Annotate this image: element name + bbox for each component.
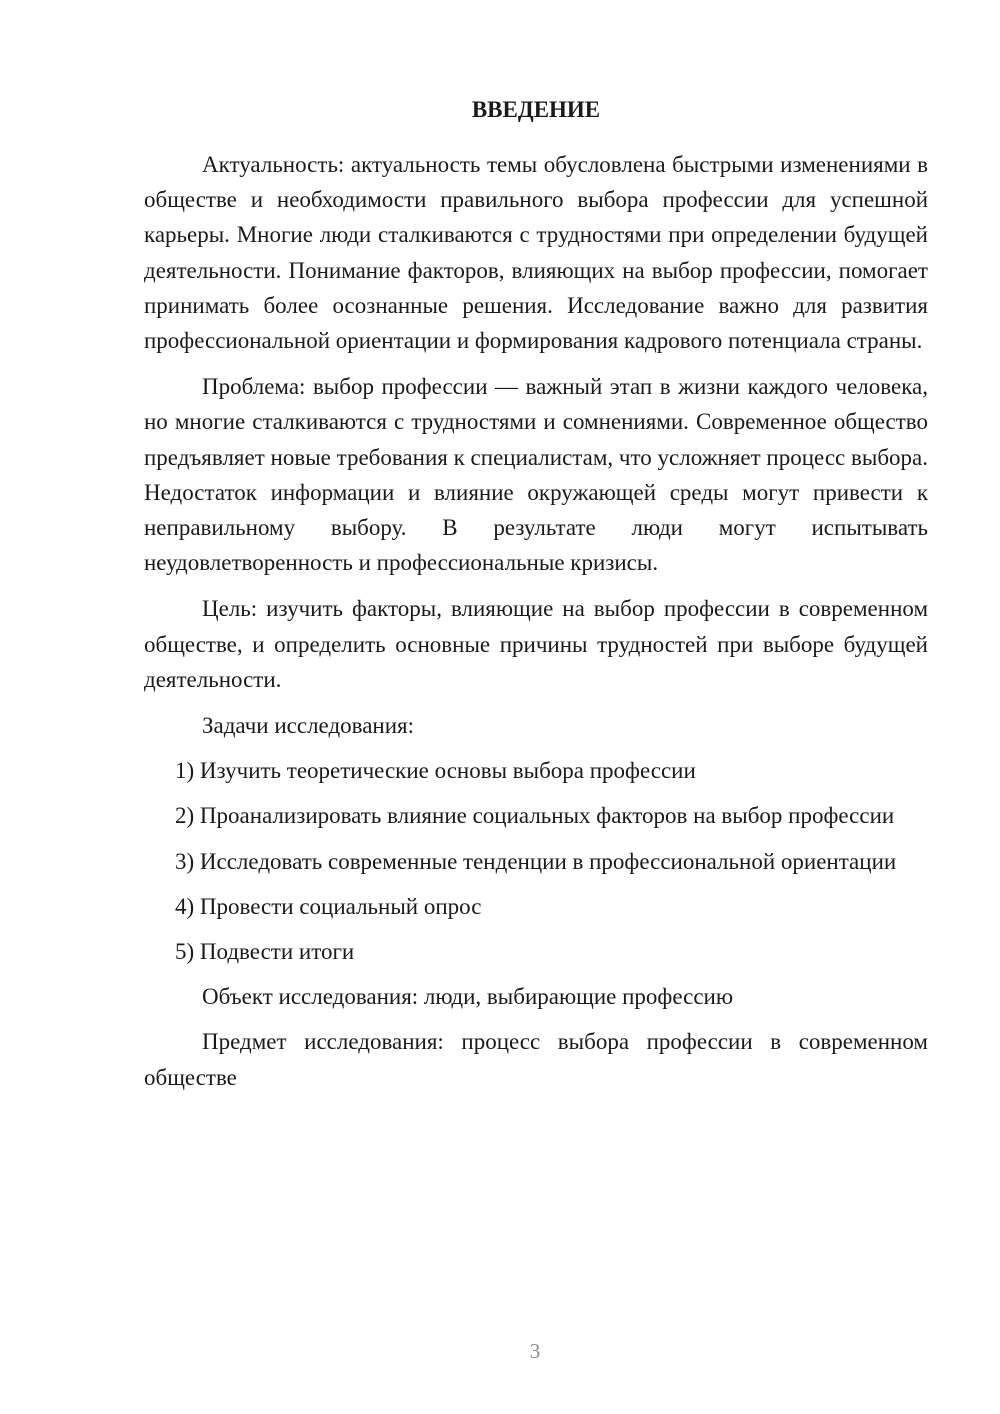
task-item-3: 3) Исследовать современные тенденции в профессиональной ориентации xyxy=(175,848,897,874)
page-number: 3 xyxy=(529,1339,541,1363)
page-content xyxy=(144,92,928,1105)
research-object-paragraph: Объект исследования: люди, выбирающие профессию xyxy=(202,984,734,1010)
relevance-paragraph: Актуальность: актуальность темы обусловлена быстрыми изменениями в обществе и необходимости правильного выбора профессии для успешной карьеры. Многие люди сталкиваются с трудностями при определении будущей деятельности. Понимание факторов, влияющих на выбор профессии, помогает принимать более осознанные решения. Исследование важно для развития профессиональной ориентации и формирования кадрового потенциала страны. xyxy=(144,152,928,354)
task-item-4: 4) Провести социальный опрос xyxy=(175,893,482,919)
section-heading: ВВЕДЕНИЕ xyxy=(471,97,601,122)
research-subject-paragraph: Предмет исследования: процесс выбора профессии в современном обществе xyxy=(144,1029,928,1090)
goal-paragraph: Цель: изучить факторы, влияющие на выбор профессии в современном обществе, и определить основные причины трудностей при выборе будущей деятельности. xyxy=(144,596,928,692)
task-item-1: 1) Изучить теоретические основы выбора профессии xyxy=(175,758,696,784)
task-item-2: 2) Проанализировать влияние социальных факторов на выбор профессии xyxy=(175,803,895,829)
task-item-5: 5) Подвести итоги xyxy=(175,939,355,965)
tasks-heading: Задачи исследования: xyxy=(202,713,415,739)
problem-paragraph: Проблема: выбор профессии — важный этап в жизни каждого человека, но многие сталкиваются с трудностями и сомнениями. Современное общество предъявляет новые требования к специалистам, что усложняет процесс выбора. Недостаток информации и влияние окружающей среды могут привести к неправильному выбору. В результате люди могут испытывать неудовлетворенность и профессиональные кризисы. xyxy=(144,374,928,576)
